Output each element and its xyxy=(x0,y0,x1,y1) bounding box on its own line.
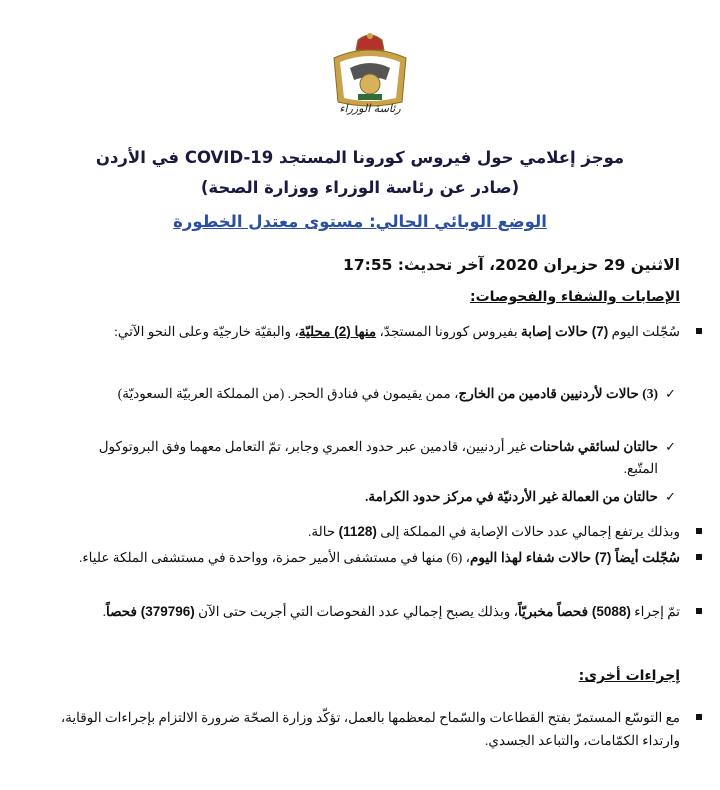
text-bold: (3) حالات لأردنيين قادمين من الخارج xyxy=(458,386,658,401)
square-bullet-icon xyxy=(696,328,702,334)
square-bullet-icon xyxy=(696,714,702,720)
check-mark-icon: ✓ xyxy=(665,489,676,504)
text-bold: (1128) xyxy=(338,524,377,539)
sub-list-item xyxy=(64,486,676,508)
text-bold: (379796) فحصاً xyxy=(105,604,195,619)
text: سُجّلت اليوم xyxy=(608,324,680,339)
text-bold: (7) حالات إصابة xyxy=(521,324,609,339)
text-bold: (5088) فحصاً مخبريّاً xyxy=(517,604,631,619)
text: مع التوسّع المستمرّ بفتح القطاعات والسّماح لمعظمها بالعمل، تؤكّد وزارة الصحّة ضرورة الالتزام بإجراءات الوقاية، وارتداء الكمّامات، والتباعد الجسدي. xyxy=(60,710,680,748)
text: بفيروس كورونا المستجدّ، xyxy=(376,324,522,339)
text-bold: حالتان من العمالة غير الأردنيّة في مركز حدود الكرامة. xyxy=(364,489,658,504)
check-mark-icon: ✓ xyxy=(665,439,676,454)
date-line: الاثنين 29 حزيران 2020، آخر تحديث: 17:55 xyxy=(343,256,680,274)
square-bullet-icon xyxy=(696,528,702,534)
page-subtitle: (صادر عن رئاسة الوزراء ووزارة الصحة) xyxy=(200,178,520,197)
logo-caption: رئاسة الوزراء xyxy=(339,102,401,115)
check-mark-icon: ✓ xyxy=(665,386,676,401)
square-bullet-icon xyxy=(696,608,702,614)
list-item xyxy=(60,600,680,623)
text-bold: سُجّلت أيضاً (7) حالات شفاء لهذا اليوم xyxy=(469,550,680,565)
text: غير أردنيين، قادمين عبر حدود العمري وجابر، تمّ التعامل معهما وفق البروتوكول المتّبع. xyxy=(98,439,658,476)
page-title: موجز إعلامي حول فيروس كورونا المستجد COVID-19 في الأردن xyxy=(95,148,625,167)
text-bold-underline: منها (2) محليّة xyxy=(298,324,377,339)
status-link[interactable]: الوضع الوبائي الحالي: مستوى معتدل الخطورة xyxy=(173,212,547,231)
section-heading-other: إجراءات أخرى: xyxy=(578,668,680,684)
text: تمّ إجراء xyxy=(630,604,680,619)
sub-list-item xyxy=(64,436,676,480)
sub-list-item xyxy=(64,383,676,405)
text: ، (6) منها في مستشفى الأمير حمزة، وواحدة في مستشفى الملكة علياء. xyxy=(78,550,470,565)
text: . xyxy=(102,604,106,619)
text: ، والبقيّة خارجيّة وعلى النحو الآتي: xyxy=(114,324,299,339)
text: ، وبذلك يصبح إجمالي عدد الفحوصات التي أجريت حتى الآن xyxy=(194,604,518,619)
list-item xyxy=(60,320,680,343)
text: ، ممن يقيمون في فنادق الحجر. (من المملكة العربيّة السعوديّة) xyxy=(117,386,459,401)
list-item xyxy=(60,706,680,752)
text: وبذلك يرتفع إجمالي عدد حالات الإصابة في المملكة إلى xyxy=(376,524,680,539)
section-heading-cases: الإصابات والشفاء والفحوصات: xyxy=(470,289,680,305)
square-bullet-icon xyxy=(696,554,702,560)
text: حالة. xyxy=(308,524,339,539)
list-item xyxy=(60,520,680,543)
list-item xyxy=(60,546,680,569)
text-bold: حالتان لسائقي شاحنات xyxy=(529,439,658,454)
